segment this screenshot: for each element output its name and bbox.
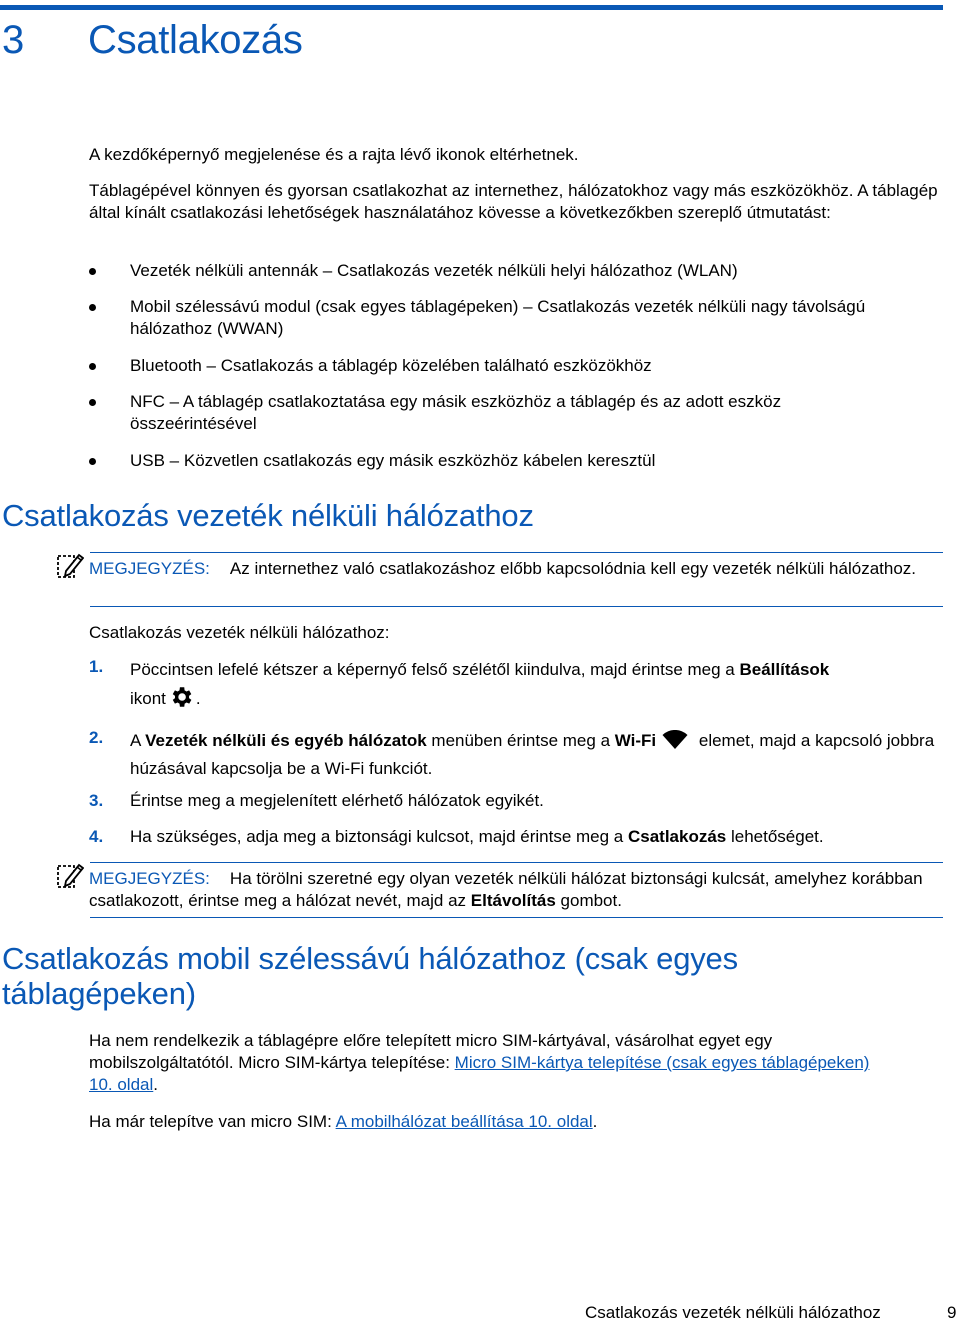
note-rule-top	[90, 862, 943, 863]
step-text-part: .	[195, 689, 201, 708]
remove-label: Eltávolítás	[470, 891, 556, 910]
step-text-part: A	[130, 731, 146, 750]
bullet-dot-icon	[89, 268, 96, 275]
note-text	[89, 868, 939, 912]
note-text	[89, 558, 939, 580]
bullet-dot-icon	[89, 458, 96, 465]
chapter-title-text: Csatlakozás	[88, 18, 303, 62]
list-item-text: Vezeték nélküli antennák – Csatlakozás vezeték nélküli helyi hálózathoz (WLAN)	[130, 261, 738, 280]
step-text: Érintse meg a megjelenített elérhető hálózatok egyikét.	[130, 791, 544, 810]
step-text	[130, 727, 945, 783]
list-item-text: Mobil szélessávú modul (csak egyes táblagépeken) – Csatlakozás vezeték nélküli nagy távolságú hálózathoz (WWAN)	[130, 297, 866, 338]
chapter-number: 3	[2, 18, 24, 62]
wifi-label: Wi-Fi	[614, 731, 657, 750]
step-text-part: Pöccintsen lefelé kétszer a képernyő felső szélétől kiindulva, majd érintse meg a	[130, 660, 740, 679]
micro-sim-install-link[interactable]: Micro SIM-kártya telepítése (csak egyes táblagépeken) 10. oldal	[89, 1053, 870, 1094]
wifi-icon	[662, 730, 688, 750]
step-text	[130, 826, 945, 848]
note-rule-bottom	[90, 917, 943, 918]
note-box	[56, 552, 944, 608]
note-label: MEGJEGYZÉS:	[89, 869, 210, 888]
mobile-network-setup-link[interactable]: A mobilhálózat beállítása 10. oldal	[335, 1112, 593, 1131]
note-body: Az internethez való csatlakozáshoz előbb kapcsolódnia kell egy vezeték nélküli hálózathoz.	[229, 559, 916, 578]
note-rule-top	[90, 552, 943, 553]
step-text-part: elemet, majd a kapcsoló jobbra húzásával kapcsolja be a Wi-Fi funkciót.	[130, 731, 935, 778]
step-text-part: menüben érintse meg a	[426, 731, 615, 750]
section-heading-wireless: Csatlakozás vezeték nélküli hálózathoz	[2, 498, 534, 533]
note-pencil-icon	[56, 862, 84, 890]
note-label: MEGJEGYZÉS:	[89, 559, 210, 578]
note-box	[56, 862, 944, 918]
paragraph-text: Ha nem rendelkezik a táblagépre előre telepített micro SIM-kártyával, vásárolhat egyet egy mobilszolgáltatótól. Micro SIM-kártya telepítése:	[89, 1031, 773, 1072]
paragraph-text: Ha már telepítve van micro SIM:	[89, 1112, 336, 1131]
gear-icon	[168, 684, 194, 710]
list-item-text: USB – Közvetlen csatlakozás egy másik eszközhöz kábelen keresztül	[130, 451, 656, 470]
chapter-title	[2, 18, 303, 63]
paragraph-text: .	[153, 1075, 159, 1094]
step-number: 3.	[89, 791, 104, 810]
list-item-text: Bluetooth – Csatlakozás a táblagép közelében található eszközökhöz	[130, 356, 652, 375]
step-text	[130, 656, 945, 713]
paragraph-text: .	[592, 1112, 598, 1131]
mobile-paragraph-1	[89, 1030, 879, 1096]
footer-title: Csatlakozás vezeték nélküli hálózathoz	[585, 1303, 881, 1322]
connect-label: Csatlakozás	[627, 827, 727, 846]
intro-paragraph-2: Táblagépével könnyen és gyorsan csatlakozhat az internethez, hálózatokhoz vagy más eszközökhöz. A táblagép által kínált csatlakozási lehetőségek használatához kövesse a következőkben szereplő útmutatást:	[89, 181, 938, 222]
bullet-dot-icon	[89, 363, 96, 370]
step-number: 4.	[89, 827, 104, 846]
footer-page-number: 9	[947, 1303, 957, 1322]
steps-lead: Csatlakozás vezeték nélküli hálózathoz:	[89, 623, 390, 642]
step-number: 1.	[89, 657, 104, 676]
mobile-paragraph-2	[89, 1111, 597, 1133]
step-text-part: Ha szükséges, adja meg a biztonsági kulcsot, majd érintse meg a	[130, 827, 628, 846]
bullet-dot-icon	[89, 304, 96, 311]
step-number: 2.	[89, 728, 104, 747]
wireless-menu-label: Vezeték nélküli és egyéb hálózatok	[145, 731, 427, 750]
bullet-dot-icon	[89, 399, 96, 406]
note-rule-bottom	[90, 606, 943, 607]
step-text-part: ikont	[130, 689, 166, 708]
list-item-text: NFC – A táblagép csatlakoztatása egy másik eszközhöz a táblagép és az adott eszköz összeérintésével	[130, 392, 782, 433]
note-pencil-icon	[56, 552, 84, 580]
intro-paragraph-1: A kezdőképernyő megjelenése és a rajta lévő ikonok eltérhetnek.	[89, 145, 579, 164]
top-rule	[0, 5, 943, 10]
step-text-part: lehetőséget.	[726, 827, 824, 846]
settings-label: Beállítások	[739, 660, 830, 679]
note-body: gombot.	[555, 891, 622, 910]
section-heading-mobile: Csatlakozás mobil szélessávú hálózathoz (csak egyes táblagépeken)	[2, 941, 738, 1011]
note-body: Ha törölni szeretné egy olyan vezeték nélküli hálózat biztonsági kulcsát, amelyhez korábban csatlakozott, érintse meg a hálózat nevét, majd az	[89, 869, 923, 910]
